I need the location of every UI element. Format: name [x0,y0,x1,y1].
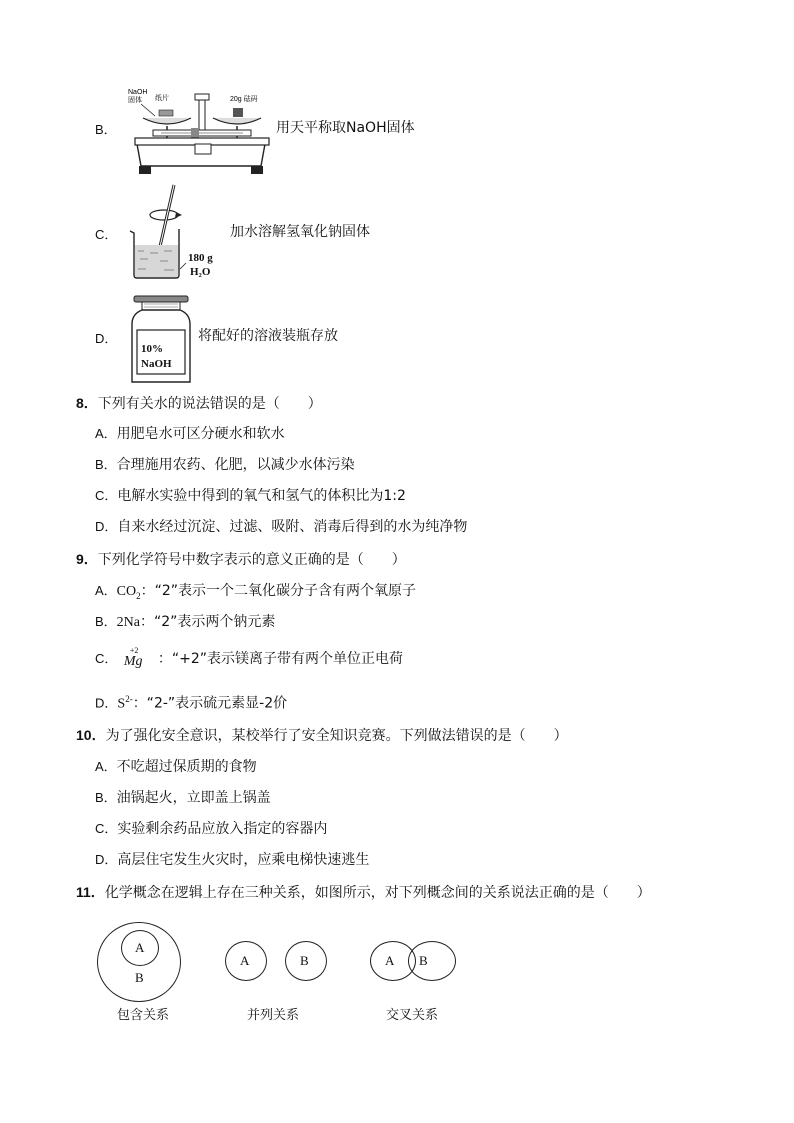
circle-b [408,941,456,981]
option-c: C．实验剩余药品应放入指定的容器内 [95,821,328,837]
option-b: B．合理施用农药、化肥，以减少水体污染 [95,457,355,473]
label-a: A [385,953,395,968]
option-text: 用天平称取NaOH固体 [276,120,415,136]
option-b: B．油锅起火，立即盖上锅盖 [95,790,271,806]
label-a: A [240,953,250,968]
option-c: C． +2 Mg ：“+2”表示镁离子带有两个单位正电荷 [95,646,403,669]
option-letter: C． [95,227,118,242]
option-c: C．电解水实验中得到的氧气和氢气的体积比为1:2 [95,488,406,504]
option-d: D．高层住宅发生火灾时，应乘电梯快速逃生 [95,852,370,868]
svg-text:NaOH: NaOH [128,89,148,96]
caption-intersection: 交叉关系 [386,1008,439,1023]
option-letter: D． [95,331,118,346]
question-number: 11． [76,884,105,900]
option-d: D．自来水经过沉淀、过滤、吸附、消毒后得到的水为纯净物 [95,519,468,535]
label-a: A [135,940,145,955]
option-letter: B． [95,122,117,137]
question-number: 10． [76,727,106,743]
question-text: 化学概念在逻辑上存在三种关系，如图所示，对下列概念间的关系说法正确的是（ ） [104,885,651,901]
option-d: D．$S^{2-}$：“2-”表示硫元素显-2价 [95,694,288,712]
question-text: 下列化学符号中数字表示的意义正确的是（ ） [97,552,406,568]
question-stem [76,550,406,569]
question-stem [76,726,568,745]
mg-symbol: +2 Mg [123,646,143,669]
balance-figure [125,86,270,180]
question-text: 为了强化安全意识，某校举行了安全知识竞赛。下列做法错误的是（ ） [105,728,568,744]
caption-inclusion: 包含关系 [117,1008,170,1023]
label-b: B [135,970,144,985]
svg-text:纸片: 纸片 [155,94,169,102]
question-number: 9． [76,551,98,567]
option-a: A．不吃超过保质期的食物 [95,759,257,775]
bottle-label-naoh: NaOH [141,358,172,370]
svg-text:固体: 固体 [128,96,142,104]
option-b: B．2Na：“2”表示两个钠元素 [95,614,276,630]
label-b: B [419,953,428,968]
option-text: 加水溶解氢氧化钠固体 [230,224,370,240]
option-a: A．$CO_2$：“2”表示一个二氧化碳分子含有两个氧原子 [95,583,417,601]
caption-parallel: 并列关系 [247,1008,300,1023]
label-b: B [300,953,309,968]
question-stem [76,394,322,413]
water-amount-label: 180 g [188,252,213,264]
reagent-bottle-figure [128,294,194,386]
option-a: A．用肥皂水可区分硬水和软水 [95,426,285,442]
question-stem [76,883,651,902]
svg-text:20g 砝码: 20g 砝码 [230,96,258,103]
question-text: 下列有关水的说法错误的是（ ） [97,396,322,412]
question-number: 8． [76,395,98,411]
option-text: 将配好的溶液装瓶存放 [198,328,338,344]
bottle-label-percent: 10% [141,343,163,355]
water-formula-label: H₂O [190,266,211,278]
